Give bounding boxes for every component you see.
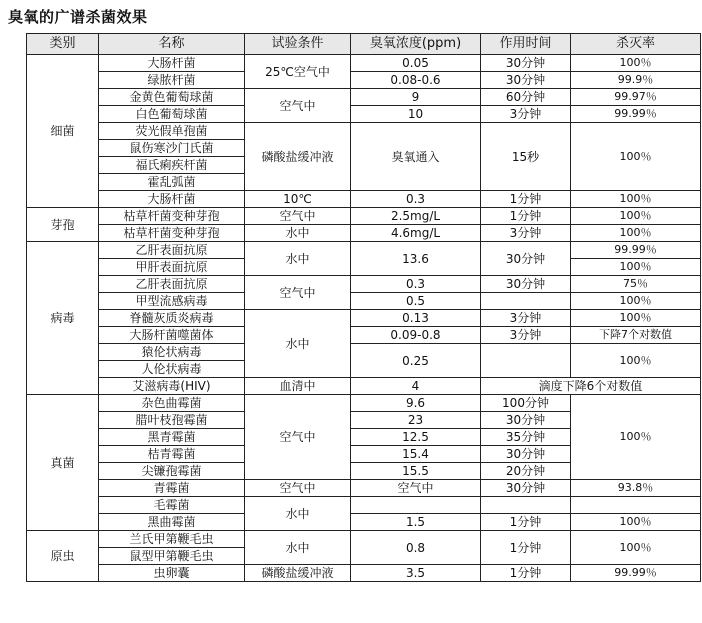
concentration-cell: 15.5 (351, 463, 481, 480)
concentration-cell: 0.05 (351, 55, 481, 72)
organism-name: 霍乱弧菌 (99, 174, 245, 191)
concentration-cell: 0.25 (351, 344, 481, 378)
table-row (27, 89, 701, 106)
table-row (27, 225, 701, 242)
condition-cell: 空气中 (245, 276, 351, 310)
organism-name: 大肠杆菌 (99, 55, 245, 72)
organism-name: 青霉菌 (99, 480, 245, 497)
time-cell: 20分钟 (481, 463, 571, 480)
condition-cell: 水中 (245, 225, 351, 242)
rate-cell: 100％ (571, 293, 701, 310)
table-row (27, 514, 701, 531)
time-cell: 30分钟 (481, 276, 571, 293)
organism-name: 腊叶枝孢霉菌 (99, 412, 245, 429)
time-cell: 30分钟 (481, 446, 571, 463)
rate-cell: 100％ (571, 123, 701, 191)
organism-name: 绿脓杆菌 (99, 72, 245, 89)
organism-name: 甲型流感病毒 (99, 293, 245, 310)
rate-cell: 下降7个对数值 (571, 327, 701, 344)
time-cell: 100分钟 (481, 395, 571, 412)
table-row (27, 344, 701, 361)
column-header: 作用时间 (481, 34, 571, 55)
concentration-cell: 空气中 (351, 480, 481, 497)
rate-cell: 99.97％ (571, 89, 701, 106)
concentration-cell: 15.4 (351, 446, 481, 463)
concentration-cell (351, 497, 481, 514)
time-cell: 1分钟 (481, 208, 571, 225)
time-cell (481, 293, 571, 310)
organism-name: 毛霉菌 (99, 497, 245, 514)
concentration-cell: 0.09-0.8 (351, 327, 481, 344)
concentration-cell: 9.6 (351, 395, 481, 412)
time-cell: 3分钟 (481, 310, 571, 327)
rate-cell: 100％ (571, 514, 701, 531)
condition-cell: 磷酸盐缓冲液 (245, 123, 351, 191)
condition-cell: 空气中 (245, 480, 351, 497)
condition-cell: 水中 (245, 497, 351, 531)
disinfection-table (26, 33, 701, 582)
organism-name: 鼠型甲第鞭毛虫 (99, 548, 245, 565)
concentration-cell: 臭氧通入 (351, 123, 481, 191)
organism-name: 艾滋病毒(HIV) (99, 378, 245, 395)
time-cell (481, 344, 571, 378)
table-row (27, 242, 701, 259)
time-cell: 30分钟 (481, 72, 571, 89)
column-header: 试验条件 (245, 34, 351, 55)
table-row (27, 106, 701, 123)
rate-cell: 100％ (571, 191, 701, 208)
condition-cell: 空气中 (245, 89, 351, 123)
table-row (27, 395, 701, 412)
time-cell: 1分钟 (481, 531, 571, 565)
concentration-cell: 23 (351, 412, 481, 429)
table-row (27, 310, 701, 327)
organism-name: 甲肝表面抗原 (99, 259, 245, 276)
condition-cell: 血清中 (245, 378, 351, 395)
organism-name: 乙肝表面抗原 (99, 242, 245, 259)
time-cell (481, 497, 571, 514)
category-cell: 细菌 (27, 55, 99, 208)
column-header: 臭氧浓度(ppm) (351, 34, 481, 55)
time-cell: 1分钟 (481, 191, 571, 208)
time-cell: 35分钟 (481, 429, 571, 446)
organism-name: 人伦状病毒 (99, 361, 245, 378)
rate-cell: 100％ (571, 208, 701, 225)
time-cell: 30分钟 (481, 55, 571, 72)
table-header-row (27, 34, 701, 55)
time-cell: 3分钟 (481, 225, 571, 242)
concentration-cell: 2.5mg/L (351, 208, 481, 225)
organism-name: 黑曲霉菌 (99, 514, 245, 531)
category-cell: 病毒 (27, 242, 99, 395)
category-cell: 芽孢 (27, 208, 99, 242)
column-header: 杀灭率 (571, 34, 701, 55)
rate-cell: 100％ (571, 259, 701, 276)
rate-cell: 100％ (571, 225, 701, 242)
organism-name: 鼠伤寒沙门氏菌 (99, 140, 245, 157)
table-row (27, 191, 701, 208)
organism-name: 大肠杆菌噬菌体 (99, 327, 245, 344)
condition-cell: 水中 (245, 310, 351, 378)
table-row (27, 497, 701, 514)
condition-cell: 水中 (245, 242, 351, 276)
table-row (27, 293, 701, 310)
time-cell: 1分钟 (481, 565, 571, 582)
concentration-cell: 10 (351, 106, 481, 123)
page-title: 臭氧的广谱杀菌效果 (8, 8, 148, 26)
concentration-cell: 0.8 (351, 531, 481, 565)
table-row (27, 72, 701, 89)
time-cell: 30分钟 (481, 242, 571, 276)
table-row (27, 208, 701, 225)
organism-name: 脊髓灰质炎病毒 (99, 310, 245, 327)
column-header: 名称 (99, 34, 245, 55)
table-row (27, 531, 701, 548)
rate-cell: 93.8％ (571, 480, 701, 497)
condition-cell: 25℃空气中 (245, 55, 351, 89)
concentration-cell: 0.5 (351, 293, 481, 310)
time-cell: 30分钟 (481, 412, 571, 429)
condition-cell: 磷酸盐缓冲液 (245, 565, 351, 582)
condition-cell: 空气中 (245, 395, 351, 480)
table-row (27, 378, 701, 395)
organism-name: 福氏痢疾杆菌 (99, 157, 245, 174)
concentration-cell: 0.13 (351, 310, 481, 327)
concentration-cell: 9 (351, 89, 481, 106)
rate-cell: 99.99％ (571, 106, 701, 123)
organism-name: 枯草杆菌变种芽孢 (99, 208, 245, 225)
table-row (27, 55, 701, 72)
rate-cell: 99.99％ (571, 565, 701, 582)
rate-cell: 100％ (571, 344, 701, 378)
time-cell: 1分钟 (481, 514, 571, 531)
rate-cell: 99.99％ (571, 242, 701, 259)
table-row (27, 565, 701, 582)
concentration-cell: 0.08-0.6 (351, 72, 481, 89)
condition-cell: 水中 (245, 531, 351, 565)
organism-name: 黑青霉菌 (99, 429, 245, 446)
concentration-cell: 1.5 (351, 514, 481, 531)
organism-name: 荧光假单孢菌 (99, 123, 245, 140)
condition-cell: 10℃ (245, 191, 351, 208)
table-row (27, 327, 701, 344)
concentration-cell: 12.5 (351, 429, 481, 446)
concentration-cell: 4 (351, 378, 481, 395)
condition-cell: 空气中 (245, 208, 351, 225)
category-cell: 原虫 (27, 531, 99, 582)
table-row (27, 276, 701, 293)
column-header: 类别 (27, 34, 99, 55)
rate-cell: 100％ (571, 310, 701, 327)
organism-name: 杂色曲霉菌 (99, 395, 245, 412)
time-cell: 3分钟 (481, 106, 571, 123)
organism-name: 猿伦状病毒 (99, 344, 245, 361)
concentration-cell: 3.5 (351, 565, 481, 582)
organism-name: 虫卵囊 (99, 565, 245, 582)
organism-name: 金黄色葡萄球菌 (99, 89, 245, 106)
table-row (27, 480, 701, 497)
organism-name: 白色葡萄球菌 (99, 106, 245, 123)
time-cell: 60分钟 (481, 89, 571, 106)
table-row (27, 123, 701, 140)
organism-name: 乙肝表面抗原 (99, 276, 245, 293)
concentration-cell: 0.3 (351, 191, 481, 208)
merged-result-cell: 滴度下降6个对数值 (481, 378, 701, 395)
category-cell: 真菌 (27, 395, 99, 531)
concentration-cell: 4.6mg/L (351, 225, 481, 242)
organism-name: 尖镰孢霉菌 (99, 463, 245, 480)
rate-cell (571, 497, 701, 514)
time-cell: 3分钟 (481, 327, 571, 344)
concentration-cell: 0.3 (351, 276, 481, 293)
organism-name: 兰氏甲第鞭毛虫 (99, 531, 245, 548)
rate-cell: 100％ (571, 531, 701, 565)
time-cell: 15秒 (481, 123, 571, 191)
time-cell: 30分钟 (481, 480, 571, 497)
rate-cell: 100％ (571, 395, 701, 480)
rate-cell: 100％ (571, 55, 701, 72)
concentration-cell: 13.6 (351, 242, 481, 276)
rate-cell: 99.9％ (571, 72, 701, 89)
organism-name: 大肠杆菌 (99, 191, 245, 208)
organism-name: 枯草杆菌变种芽孢 (99, 225, 245, 242)
organism-name: 桔青霉菌 (99, 446, 245, 463)
rate-cell: 75％ (571, 276, 701, 293)
